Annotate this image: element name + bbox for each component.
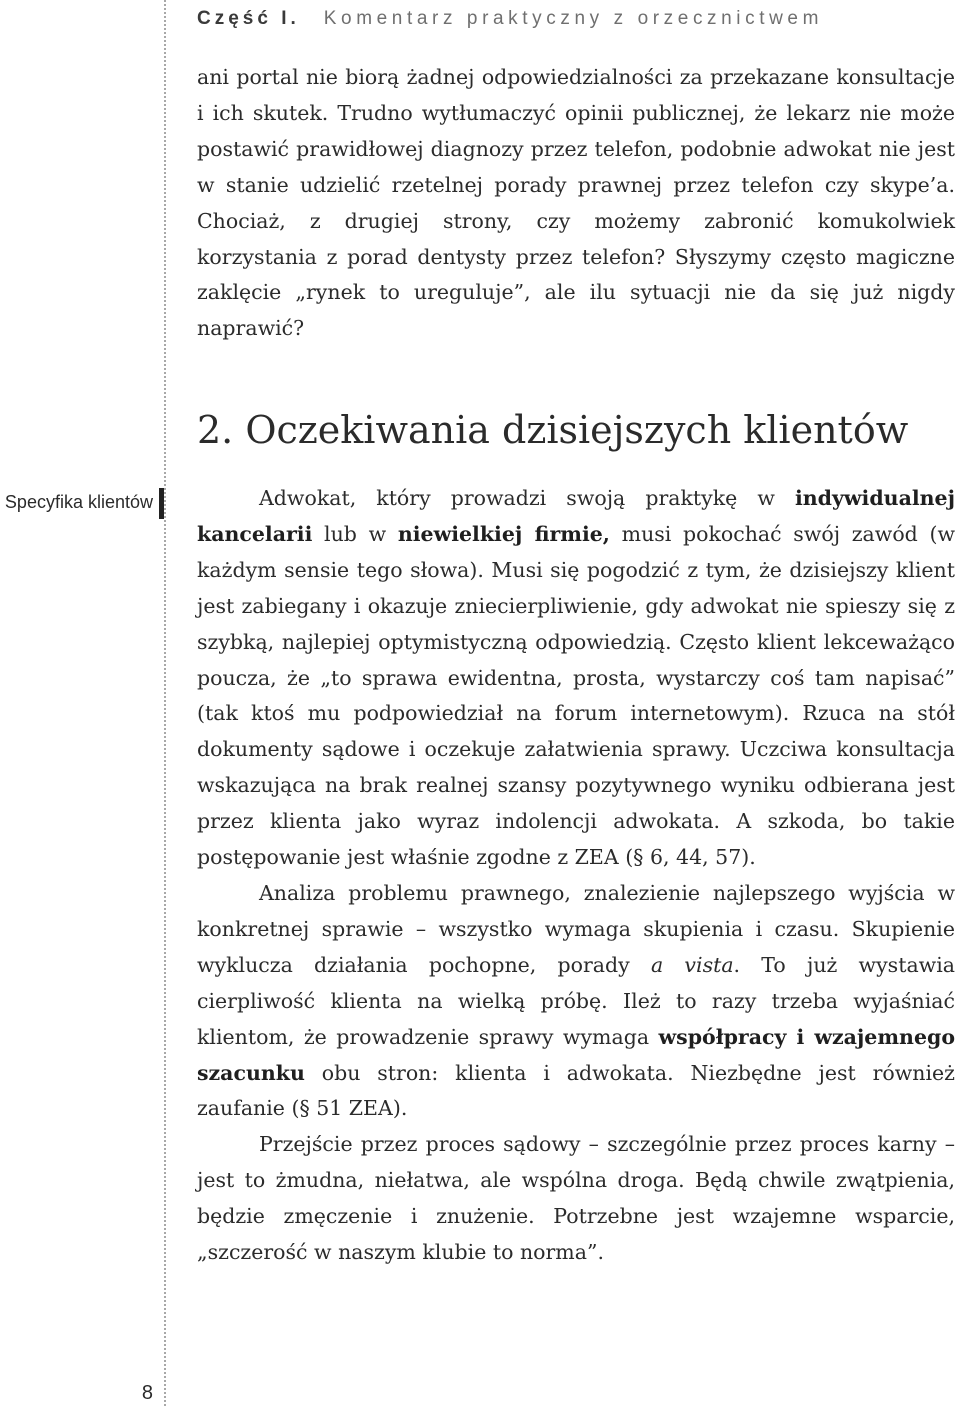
margin-note: Specyfika klientów <box>4 492 153 512</box>
bold-phrase: niewielkiej firmie, <box>397 521 610 546</box>
intro-text <box>197 60 955 347</box>
section-body <box>197 481 955 1271</box>
section-paragraph-3: Przejście przez proces sądowy – szczególnie przez proces karny – jest to żmudna, niełatwa, ale wspólna droga. Będą chwile zwątpienia, będzie zmęczenie i znużenie. Potrzebne jest wzajemne wsparcie, „szczerość w naszym klubie to norma”. <box>197 1132 955 1265</box>
running-header <box>197 8 823 30</box>
margin-divider <box>164 0 166 1406</box>
section-heading: 2. Oczekiwania dzisiejszych klientów <box>197 408 909 452</box>
italic-phrase: a vista <box>650 952 734 977</box>
intro-paragraph: ani portal nie biorą żadnej odpowiedzialności za przekazane konsultacje i ich skutek. Trudno wytłumaczyć opinii publicznej, że lekarz nie może postawić prawidłowej diagnozy przez telefon, podobnie adwokat nie jest w stanie udzielić rzetelnej porady prawnej przez telefon czy skype’a. Chociaż, z drugiej strony, czy możemy zabronić komukolwiek korzystania z porad dentysty przez telefon? Słyszymy często magiczne zaklęcie „rynek to ureguluje”, ale ilu sytuacji nie da się już nigdy naprawić? <box>197 65 955 341</box>
section-paragraph-1: Adwokat, który prowadzi swoją praktykę w indywidualnej kancelarii lub w niewielkiej firmie, musi pokochać swój zawód (w każdym sensie tego słowa). Musi się pogodzić z tym, że dzisiejszy klient jest zabiegany i okazuje zniecierpliwienie, gdy adwokat nie spieszy się z szybką, najlepiej optymistyczną odpowiedzią. Często klient lekceważąco poucza, że „to sprawa ewidentna, prosta, wystarczy coś tam napisać” (tak ktoś mu podpowiedział na forum internetowym). Rzuca na stół dokumenty sądowe i oczekuje załatwienia sprawy. Uczciwa konsultacja wskazująca na brak realnej szansy pozytywnego wyniku odbierana jest przez klienta jako wyraz indolencji adwokata. A szkoda, bo takie postępowanie jest właśnie zgodne z ZEA (§ 6, 44, 57). <box>197 486 956 870</box>
section-paragraph-2: Analiza problemu prawnego, znalezienie najlepszego wyjścia w konkretnej sprawie – wszystko wymaga skupienia i czasu. Skupienie wyklucza działania pochopne, porady a vista. To już wystawia cierpliwość klienta na wielką próbę. Ileż to razy trzeba wyjaśniać klientom, że prowadzenie sprawy wymaga współpracy i wzajemnego szacunku obu stron: klienta i adwokata. Niezbędne jest również zaufanie (§ 51 ZEA). <box>197 880 955 1121</box>
bold-phrase: indywidualnej kancelarii <box>197 486 955 546</box>
page-number: 8 <box>141 1382 153 1404</box>
header-subtitle: Komentarz praktyczny z orzecznictwem <box>323 8 824 29</box>
margin-bar <box>159 488 164 519</box>
header-part: Część I. <box>197 8 300 29</box>
bold-phrase: współpracy i wzajemnego szacunku <box>197 1024 955 1085</box>
